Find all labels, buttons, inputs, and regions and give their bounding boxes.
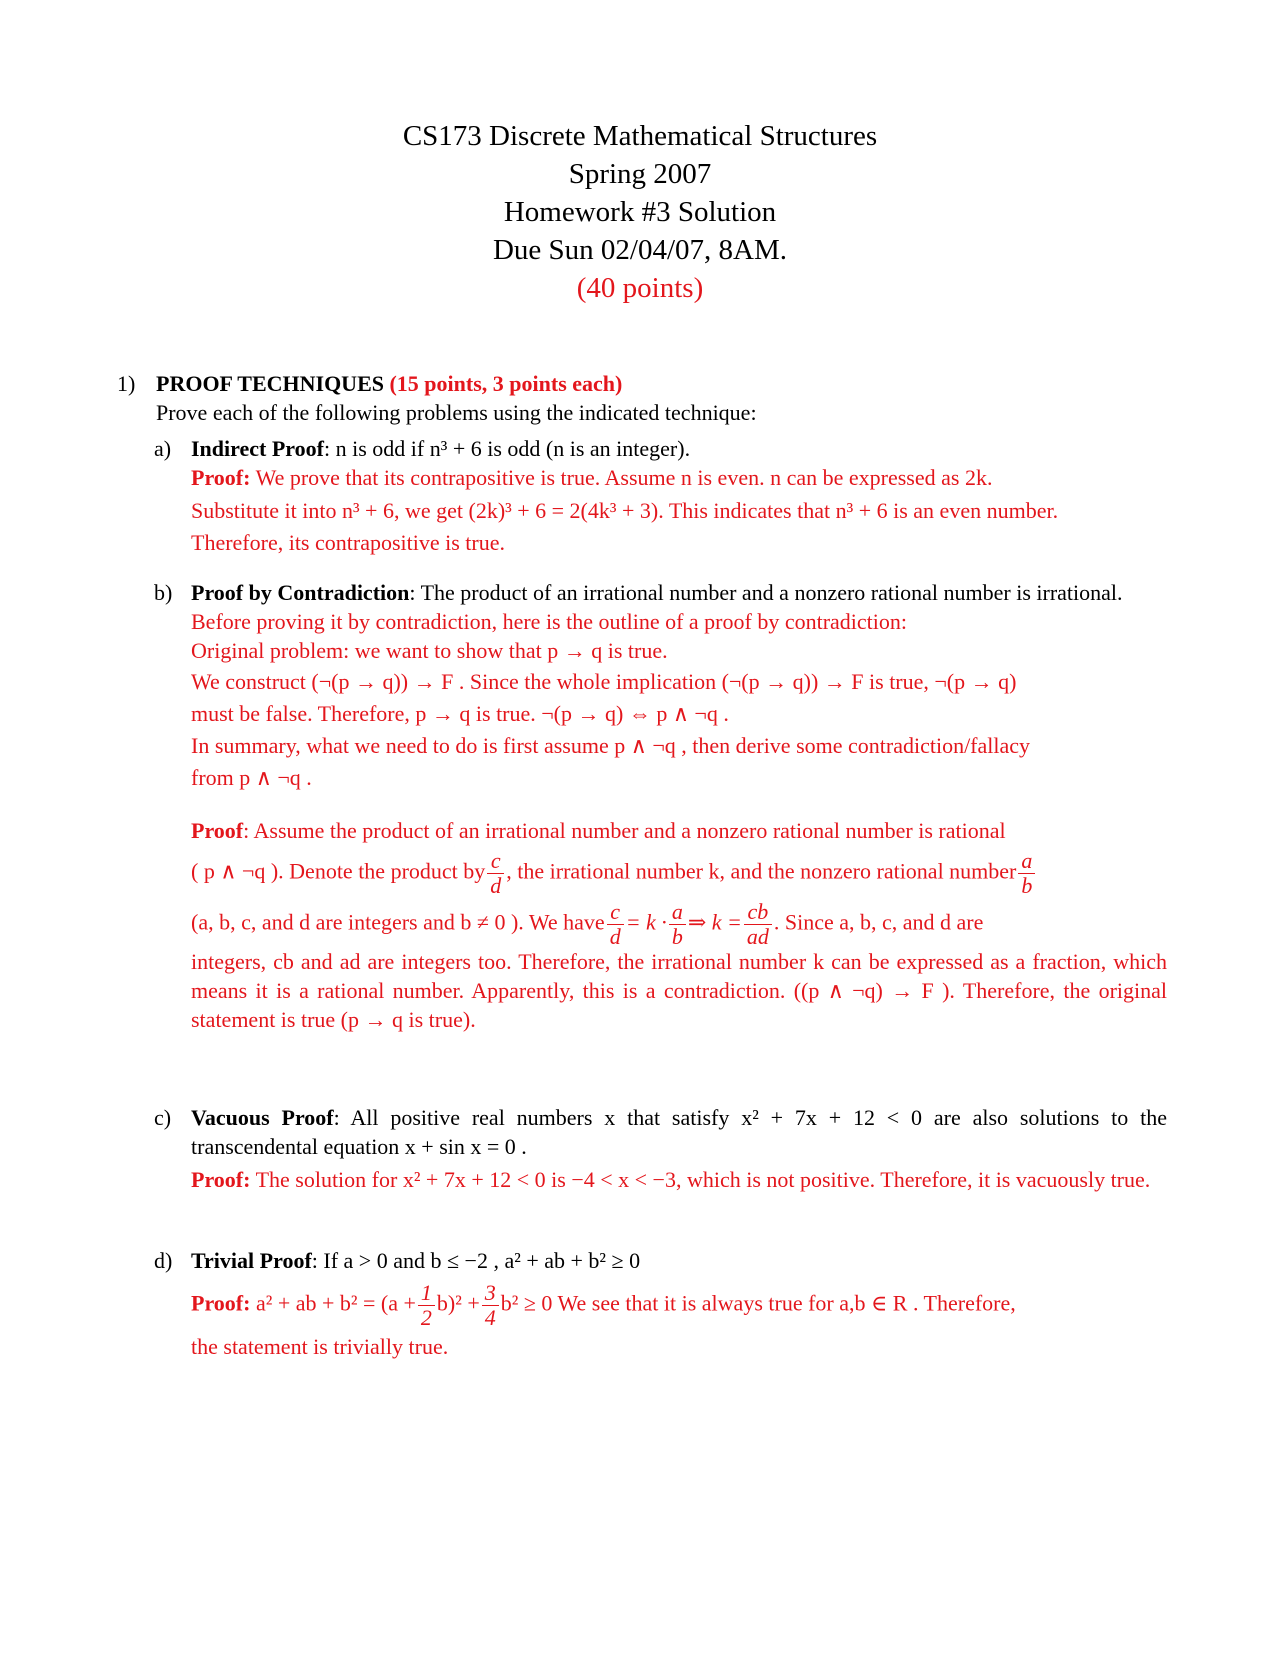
- outline-text: from p ∧ ¬q .: [191, 765, 312, 790]
- fraction-c-over-d: $\frac{c}{d}$: [607, 900, 624, 949]
- fraction-three-quarters: $\frac{3}{4}$: [482, 1281, 499, 1330]
- proof-text: : Assume the product of an irrational number and a nonzero rational number is rational: [243, 818, 1006, 843]
- proof-text: . Since a, b, c, and d are: [773, 909, 984, 935]
- technique-name: Indirect Proof: [191, 436, 324, 461]
- proof-label: Proof: [191, 818, 244, 843]
- problem-label: b): [154, 580, 173, 605]
- proof-text: the statement is trivially true.: [191, 1334, 449, 1359]
- proof-text: The solution for x² + 7x + 12 < 0 is −4 < x < −3, which is not positive. Therefore, it is vacuously true.: [250, 1167, 1151, 1192]
- fraction-a-over-b: $\frac{a}{b}$: [1018, 849, 1035, 898]
- proof-text: b² ≥ 0 We see that it is always true for a,b ∈ R . Therefore,: [500, 1290, 1016, 1316]
- proof-text: ( p ∧ ¬q ). Denote the product by: [191, 858, 486, 884]
- fraction-a-over-b: $\frac{a}{b}$: [669, 900, 686, 949]
- problem-label: d): [154, 1248, 173, 1273]
- course-title: CS173 Discrete Mathematical Structures: [402, 120, 878, 152]
- proof-text: b)² +: [436, 1290, 480, 1316]
- proof-label: Proof:: [191, 1290, 251, 1316]
- section-number: 1): [117, 371, 136, 396]
- technique-name: Proof by Contradiction: [191, 580, 410, 605]
- proof-text: ⇒ k =: [687, 909, 742, 935]
- section-points: (15 points, 3 points each): [389, 371, 623, 396]
- assignment-title: Homework #3 Solution: [503, 196, 777, 228]
- proof-label: Proof:: [191, 465, 251, 490]
- proof-label: Proof:: [191, 1167, 251, 1192]
- problem-d: [154, 1246, 1167, 1361]
- fraction-one-half: $\frac{1}{2}$: [418, 1281, 435, 1330]
- proof-text: We prove that its contrapositive is true. Assume n is even. n can be expressed as 2k.: [250, 465, 993, 490]
- technique-name: Vacuous Proof: [191, 1105, 334, 1130]
- proof-text: Substitute it into n³ + 6, we get (2k)³ + 6 = 2(4k³ + 3). This indicates that n³ + 6 is an even number.: [191, 498, 1059, 523]
- section-proof-techniques: [117, 369, 1167, 427]
- technique-name: Trivial Proof: [191, 1248, 312, 1273]
- fraction-c-over-d: $\frac{c}{d}$: [487, 849, 504, 898]
- total-points: (40 points): [576, 272, 704, 304]
- proof-text: integers, cb and ad are integers too. Therefore, the irrational number k can be expressed as a fraction, which means it is a rational number. Apparently, this is a contradiction. ((p ∧ ¬q) → F ). Therefore, the original statement is true (p → q is true).: [191, 949, 1167, 1032]
- outline-text: We construct (¬(p → q)) → F . Since the whole implication (¬(p → q)) → F is true, ¬(p → q): [191, 669, 1017, 694]
- problem-b: [154, 578, 1167, 1034]
- problem-statement: : If a > 0 and b ≤ −2 , a² + ab + b² ≥ 0: [311, 1248, 641, 1273]
- outline-text: must be false. Therefore, p → q is true. ¬(p → q) ⇔ p ∧ ¬q .: [191, 701, 729, 726]
- fraction-cb-over-ad: $\frac{cb}{ad}$: [744, 900, 772, 949]
- due-date: Due Sun 02/04/07, 8AM.: [492, 234, 788, 266]
- proof-text: Therefore, its contrapositive is true.: [191, 530, 506, 555]
- problem-label: c): [154, 1105, 172, 1130]
- problem-statement: : n is odd if n³ + 6 is odd (n is an integer).: [324, 436, 691, 461]
- outline-text: Original problem: we want to show that p → q is true.: [191, 638, 668, 663]
- section-title: PROOF TECHNIQUES: [156, 371, 384, 396]
- problem-label: a): [154, 436, 172, 461]
- outline-text: Before proving it by contradiction, here is the outline of a proof by contradiction:: [191, 609, 908, 634]
- proof-text: a² + ab + b² = (a +: [250, 1290, 416, 1316]
- term: Spring 2007: [568, 158, 712, 190]
- problem-c: [154, 1103, 1167, 1194]
- document-header: [0, 117, 1280, 307]
- proof-text: = k ·: [625, 909, 667, 935]
- problem-statement: : The product of an irrational number and a nonzero rational number is irrational.: [409, 580, 1123, 605]
- outline-text: In summary, what we need to do is first assume p ∧ ¬q , then derive some contradiction/fallacy: [191, 733, 1031, 758]
- problem-a: [154, 434, 1167, 557]
- proof-text: (a, b, c, and d are integers and b ≠ 0 ). We have: [191, 909, 605, 935]
- problem-statement: : All positive real numbers x that satisfy x² + 7x + 12 < 0 are also solutions to the transcendental equation x + sin x = 0 .: [191, 1105, 1167, 1159]
- section-instruction: Prove each of the following problems using the indicated technique:: [156, 400, 757, 425]
- proof-text: , the irrational number k, and the nonzero rational number: [506, 858, 1017, 884]
